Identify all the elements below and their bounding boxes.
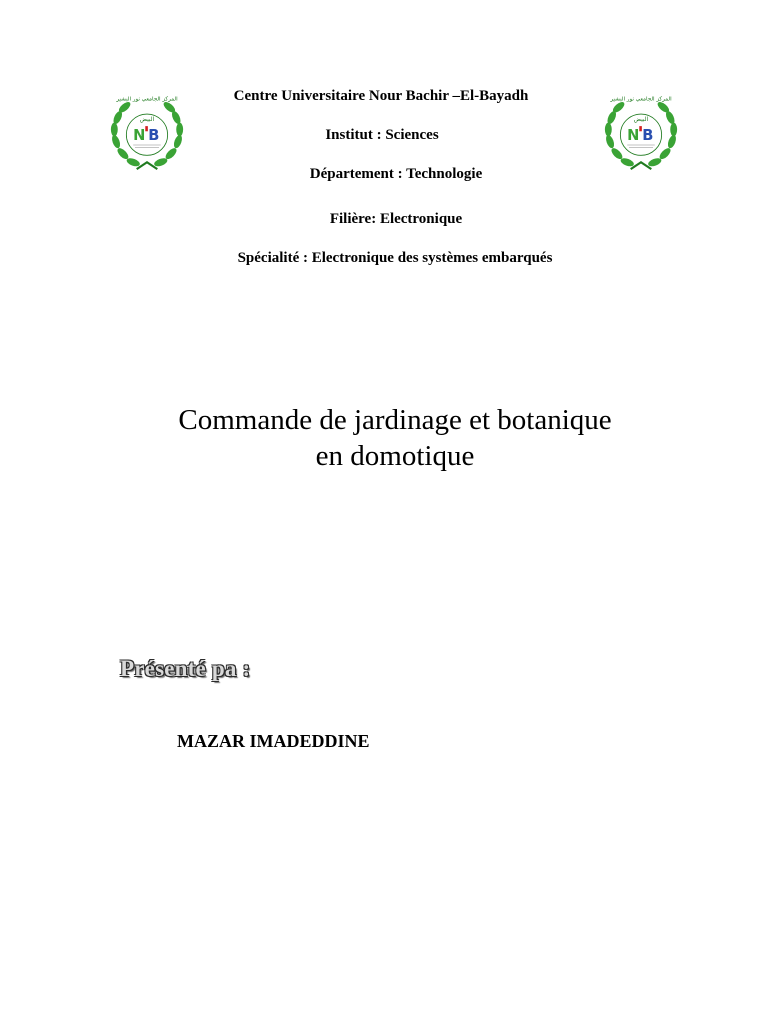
institution-name: Centre Universitaire Nour Bachir –El-Bayadh bbox=[233, 88, 529, 104]
document-title bbox=[0, 402, 768, 474]
title-line-2: en domotique bbox=[315, 440, 475, 472]
svg-text:N: N bbox=[133, 126, 146, 144]
specialty-line: Spécialité : Electronique des systèmes embarqués bbox=[237, 250, 553, 266]
svg-text:B: B bbox=[148, 126, 160, 144]
svg-text:المركز الجامعي نور البشير: المركز الجامعي نور البشير bbox=[116, 96, 178, 103]
institute-line: Institut : Sciences bbox=[325, 127, 439, 143]
svg-text:البيض: البيض bbox=[633, 115, 649, 123]
title-line-1: Commande de jardinage et botanique bbox=[178, 404, 612, 436]
field-line: Filière: Electronique bbox=[329, 211, 463, 227]
svg-text:B: B bbox=[642, 126, 654, 144]
author-name: MAZAR IMADEDDINE bbox=[177, 731, 370, 751]
department-line: Département : Technologie bbox=[309, 166, 483, 182]
svg-text:المركز الجامعي نور البشير: المركز الجامعي نور البشير bbox=[610, 96, 672, 103]
presented-by-label: Présenté pa : bbox=[120, 656, 251, 681]
svg-text:N: N bbox=[627, 126, 640, 144]
svg-text:البيض: البيض bbox=[139, 115, 155, 123]
